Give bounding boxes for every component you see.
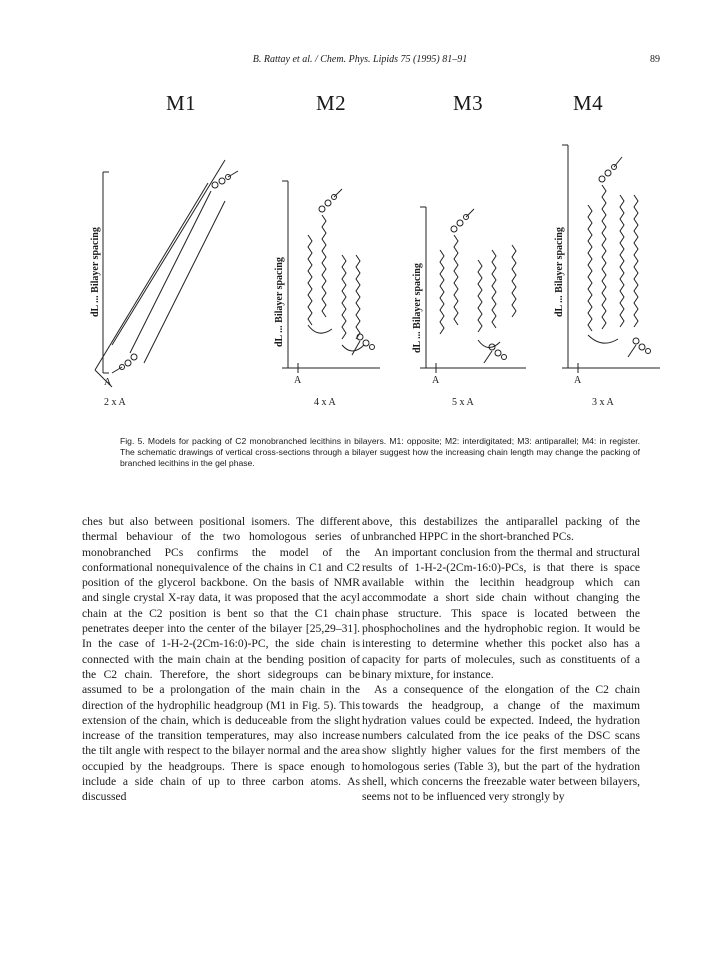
point-label-m1: A bbox=[104, 377, 112, 388]
model-m2-drawing bbox=[282, 181, 380, 373]
left-column bbox=[82, 514, 360, 805]
m2-chain-3 bbox=[342, 255, 346, 339]
figure-caption: Fig. 5. Models for packing of C2 monobranched lecithins in bilayers. M1: opposite; M2: interdigitated; M3: antiparallel; M4: in register. The schematic drawings of vertical cross-sections through a bilayer suggest how the increasing chain length may change the packing of branched lecithins in the gel phase. bbox=[120, 436, 640, 468]
m3-chain-5 bbox=[512, 245, 516, 317]
left-paragraph-1: ches but also between positional isomers. The different thermal behaviour of the two homologous series of monobranched PCs confirms the model of the conformational nonequivalence of the chains in C1 and C2 position of the glycerol backbone. On the basis of NMR and single crystal X-ray data, it was proposed that the acyl chain at the C2 position is bent so that the C1 chain penetrates deeper into the center of the bilayer [25,29–31]. In the case of 1-H-2-(2Cm-16:0)-PC, the side chain is connected with the main chain at the bending position of the C2 chain. Therefore, the short sidegroups can be assumed to be a prolongation of the main chain in the direction of the hydrophilic headgroup (M1 in Fig. 5). This extension of the chain, which is deduceable from the slight increase of the transition temperatures, may also increase the tilt angle with respect to the bilayer normal and the area occupied by the headgroups. There is space enough to include a side chain of up to three carbon atoms. As discussed bbox=[82, 515, 360, 804]
point-label-m2: A bbox=[294, 375, 302, 386]
m1-bilayer-plane-upper bbox=[112, 160, 225, 345]
page-header bbox=[0, 54, 720, 70]
axis-label-m3: dL ... Bilayer spacing bbox=[412, 263, 423, 353]
running-title: B. Rattay et al. / Chem. Phys. Lipids 75 (1995) 81–91 bbox=[252, 54, 468, 65]
m4-chain-2 bbox=[602, 185, 606, 329]
model-title-m1: M1 bbox=[166, 91, 197, 115]
page-number: 89 bbox=[650, 54, 660, 65]
model-title-m4: M4 bbox=[573, 91, 604, 115]
right-paragraph-1: above, this destabilizes the antiparallel packing of the unbranched HPPC in the short-branched PCs. bbox=[362, 515, 640, 544]
model-m4-drawing bbox=[562, 145, 660, 373]
m4-chain-3 bbox=[620, 195, 624, 327]
m1-chain-lower bbox=[144, 201, 225, 363]
m3-chain-3 bbox=[478, 260, 482, 332]
model-title-m2: M2 bbox=[316, 91, 347, 115]
m4-chain-4 bbox=[634, 195, 638, 327]
figure-5 bbox=[60, 85, 680, 425]
m3-chain-2 bbox=[454, 235, 458, 325]
axis-label-m2: dL ... Bilayer spacing bbox=[274, 257, 285, 347]
point-label-m4: A bbox=[574, 375, 582, 386]
m4-chain-1 bbox=[588, 205, 592, 331]
m1-bilayer-plane-lower bbox=[95, 183, 208, 370]
axis-label-m1: dL ... Bilayer spacing bbox=[90, 227, 101, 317]
m2-chain-1 bbox=[308, 235, 312, 325]
area-label-m4: 3 x A bbox=[592, 397, 614, 408]
packing-schematic bbox=[60, 85, 680, 425]
right-paragraph-3: As a consequence of the elongation of the C2 chain towards the headgroup, a change of the maximum hydration values could be expected. Indeed, the hydration numbers calculated from the ice peaks of the DSC scans show slightly higher values for the first members of the homologous series (Table 3), but the part of the hydration shell, which concerns the freezable water between bilayers, seems not to be influenced very strongly by bbox=[362, 683, 640, 804]
axis-label-m4: dL ... Bilayer spacing bbox=[554, 227, 565, 317]
point-label-m3: A bbox=[432, 375, 440, 386]
model-m1-drawing bbox=[95, 160, 238, 387]
model-title-m3: M3 bbox=[453, 91, 484, 115]
area-label-m3: 5 x A bbox=[452, 397, 474, 408]
m3-chain-1 bbox=[440, 250, 444, 334]
area-label-m2: 4 x A bbox=[314, 397, 336, 408]
m3-chain-4 bbox=[492, 250, 496, 328]
area-label-m1: 2 x A bbox=[104, 397, 126, 408]
m1-chain-upper bbox=[130, 191, 211, 353]
m2-chain-4 bbox=[356, 255, 360, 339]
right-column bbox=[362, 514, 640, 805]
model-m3-drawing bbox=[420, 207, 526, 373]
m2-chain-2 bbox=[322, 215, 326, 317]
right-paragraph-2: An important conclusion from the thermal and structural results of 1-H-2-(2Cm-16:0)-PCs, is that there is space available within the lecithin headgroup which can accommodate a short side chain without changing the phase structure. This space is located between the phosphocholines and the hydrophobic region. It would be interesting to determine whether this pocket also has a capacity for parts of molecules, such as constituents of a binary mixture, for instance. bbox=[362, 545, 640, 681]
